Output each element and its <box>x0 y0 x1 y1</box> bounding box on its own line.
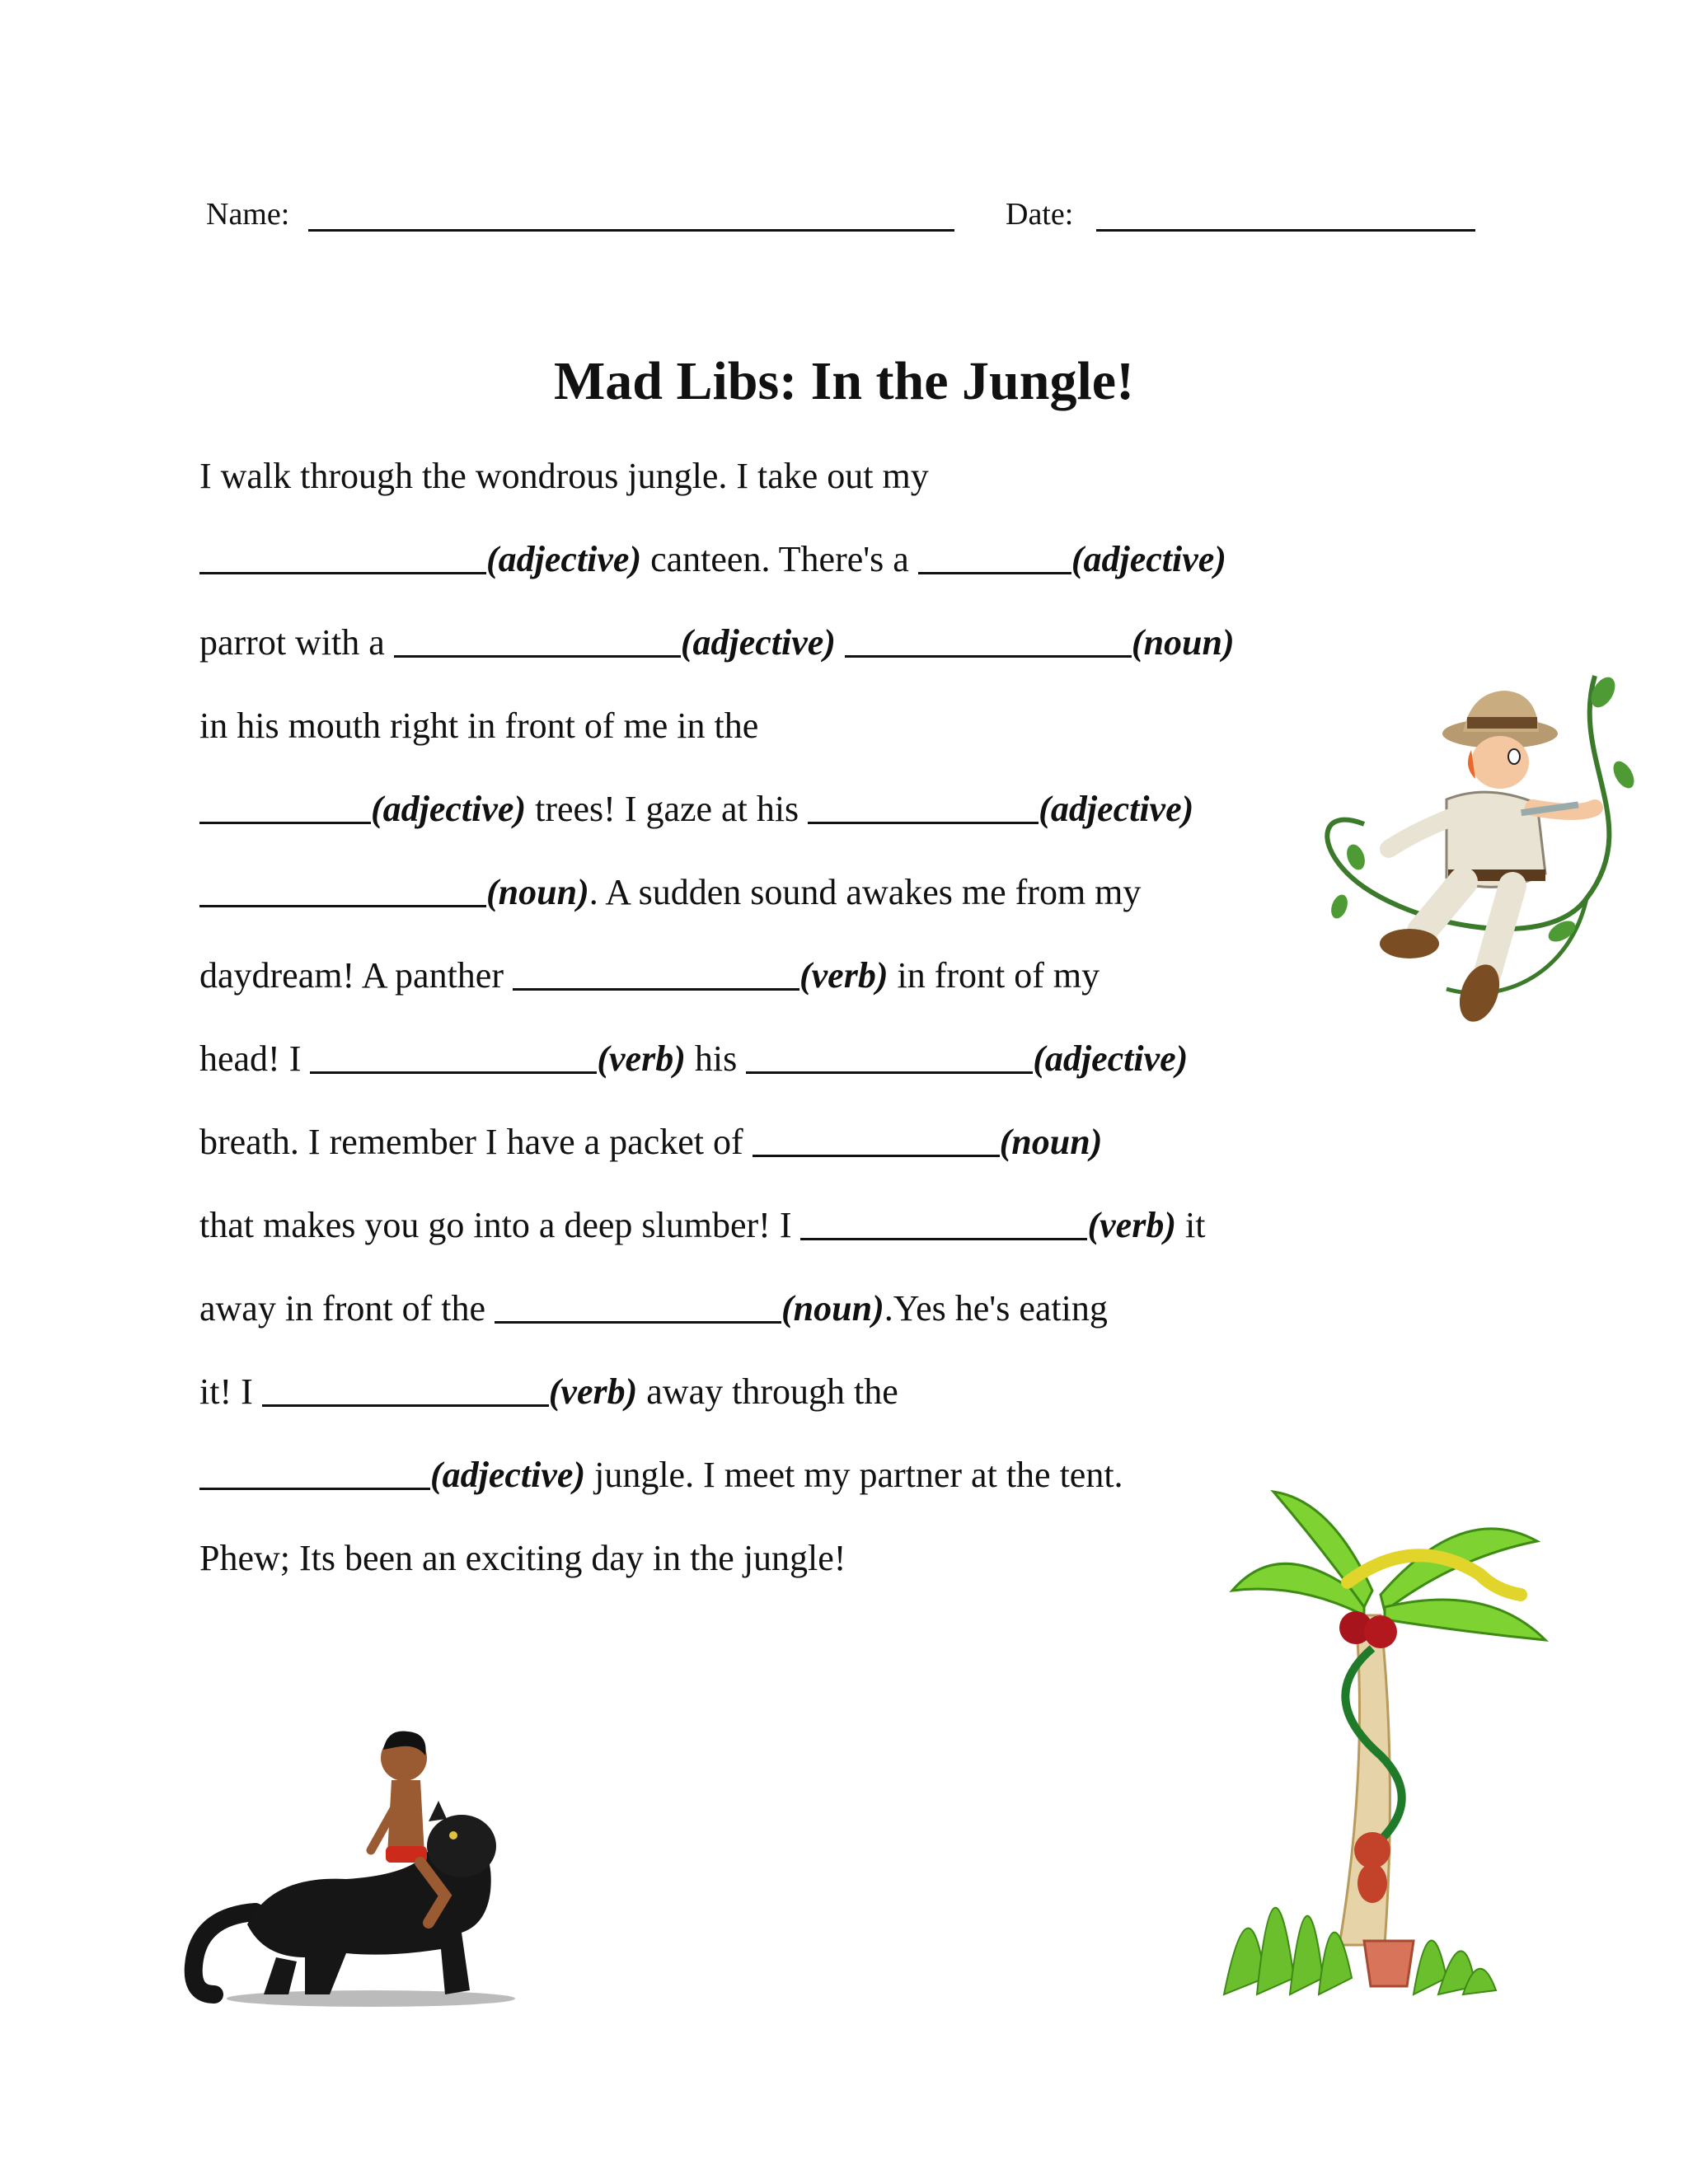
story-line <box>199 868 1304 951</box>
word-hint: (noun) <box>781 1288 884 1329</box>
word-hint: (noun) <box>999 1122 1103 1162</box>
story-text-segment: parrot with a <box>199 622 394 663</box>
story-line <box>199 535 1304 618</box>
page-title: Mad Libs: In the Jungle! <box>553 351 1135 411</box>
story-text-segment: away in front of the <box>199 1288 495 1329</box>
blank-line[interactable] <box>513 959 799 991</box>
word-hint: (verb) <box>548 1371 638 1412</box>
story-text-segment: it! I <box>199 1371 262 1412</box>
blank-line[interactable] <box>199 543 486 574</box>
story-line <box>199 1367 1304 1451</box>
jungle-tree-illustration <box>1216 1483 1562 2019</box>
story-text-segment: in front of my <box>888 955 1100 996</box>
blank-line[interactable] <box>394 626 681 658</box>
word-hint: (adjective) <box>486 539 642 579</box>
date-line[interactable] <box>1096 229 1475 232</box>
story-text-segment: in his mouth right in front of me in the <box>199 705 759 746</box>
blank-line[interactable] <box>918 543 1071 574</box>
story-text-segment: his <box>685 1038 747 1079</box>
story-line <box>199 452 1304 535</box>
word-hint: (noun) <box>486 872 589 912</box>
date-label: Date: <box>1006 197 1074 232</box>
word-hint: (adjective) <box>1039 789 1194 829</box>
boy-panther-illustration <box>181 1710 528 2023</box>
blank-line[interactable] <box>262 1376 549 1407</box>
blank-line[interactable] <box>800 1209 1087 1240</box>
story-text-segment: that makes you go into a deep slumber! I <box>199 1205 801 1245</box>
word-hint: (adjective) <box>371 789 527 829</box>
story-text-segment: it <box>1175 1205 1206 1245</box>
word-hint: (verb) <box>597 1038 686 1079</box>
blank-line[interactable] <box>753 1126 1000 1157</box>
story-text-segment: Phew; Its been an exciting day in the jungle! <box>199 1538 846 1578</box>
story-text-segment: I walk through the wondrous jungle. I take out my <box>199 456 929 496</box>
explorer-illustration <box>1298 659 1661 1055</box>
blank-line[interactable] <box>495 1292 781 1324</box>
story-line <box>199 1118 1304 1201</box>
word-hint: (adjective) <box>430 1455 586 1495</box>
blank-line[interactable] <box>199 793 371 824</box>
story-text-segment: trees! I gaze at his <box>526 789 809 829</box>
word-hint: (adjective) <box>1033 1038 1189 1079</box>
story-text <box>199 452 1304 1617</box>
story-text-segment: away through the <box>637 1371 898 1412</box>
story-line <box>199 1534 1304 1617</box>
story-line <box>199 785 1304 868</box>
blank-line[interactable] <box>746 1043 1033 1074</box>
word-hint: (noun) <box>1131 622 1235 663</box>
blank-line[interactable] <box>310 1043 597 1074</box>
story-text-segment: jungle. I meet my partner at the tent. <box>585 1455 1123 1495</box>
story-line <box>199 1034 1304 1118</box>
word-hint: (adjective) <box>1071 539 1226 579</box>
word-hint: (adjective) <box>680 622 836 663</box>
name-line[interactable] <box>308 229 954 232</box>
story-line <box>199 951 1304 1034</box>
story-text-segment: canteen. There's a <box>641 539 918 579</box>
blank-line[interactable] <box>845 626 1132 658</box>
story-text-segment: . A sudden sound awakes me from my <box>588 872 1142 912</box>
story-line <box>199 1201 1304 1284</box>
story-line <box>199 1284 1304 1367</box>
story-line <box>199 1451 1304 1534</box>
story-text-segment: breath. I remember I have a packet of <box>199 1122 753 1162</box>
word-hint: (verb) <box>799 955 889 996</box>
story-line <box>199 618 1304 701</box>
story-line <box>199 701 1304 785</box>
name-label: Name: <box>206 197 290 232</box>
story-text-segment: .Yes he's eating <box>884 1288 1108 1329</box>
story-text-segment: head! I <box>199 1038 311 1079</box>
story-text-segment: daydream! A panther <box>199 955 513 996</box>
blank-line[interactable] <box>808 793 1039 824</box>
word-hint: (verb) <box>1087 1205 1176 1245</box>
blank-line[interactable] <box>199 876 486 907</box>
blank-line[interactable] <box>199 1459 430 1490</box>
